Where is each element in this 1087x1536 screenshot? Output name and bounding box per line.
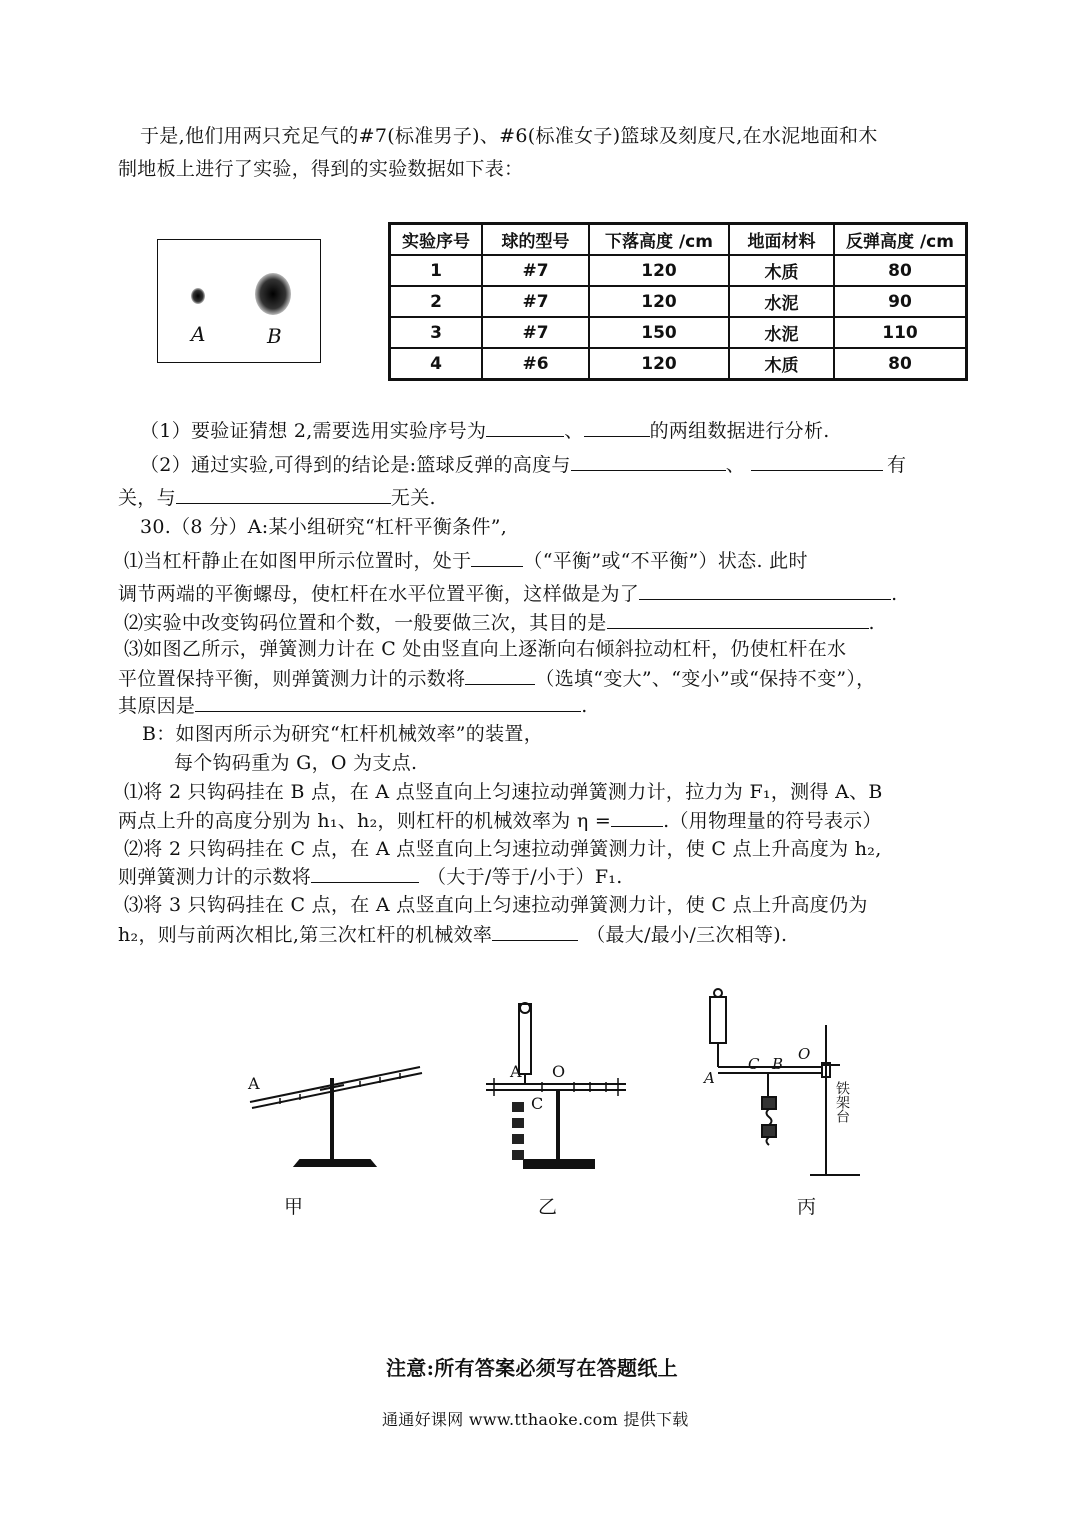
q30-b-part-3: ⑶将 3 只钩码挂在 C 点，在 A 点竖直向上匀速拉动弹簧测力计，使 C 点上升高度仍为 [124, 894, 868, 916]
experiment-table [388, 222, 968, 381]
table-header: 地面材料 [729, 224, 834, 256]
table-cell: #7 [482, 286, 589, 317]
q30-text: h₂，则与前两次相比,第三次杠杆的机械效率 [118, 924, 493, 946]
table-cell: 木质 [729, 255, 834, 286]
q30-text: （大于/等于/小于）F₁. [427, 866, 623, 888]
q30-b-title: B：如图丙所示为研究“杠杆机械效率”的装置， [142, 723, 543, 745]
question-2 [140, 452, 906, 477]
answer-blank[interactable] [607, 610, 869, 629]
question-2-text: 关，与 [118, 487, 176, 509]
lever-diagram-jia [240, 1040, 440, 1170]
note: 注意:所有答案必须写在答题纸上 [386, 1356, 678, 1380]
table-header: 下落高度 /cm [589, 224, 729, 256]
q30-text: 其原因是 [118, 695, 196, 717]
question-1-text: （1）要验证猜想 2,需要选用实验序号为 [140, 420, 487, 442]
q30-text: 调节两端的平衡螺母，使杠杆在水平位置平衡，这样做是为了 [118, 583, 640, 605]
footer: 通通好课网 www.tthaoke.com 提供下载 [382, 1410, 689, 1429]
q30-text: .（用物理量的符号表示） [663, 810, 882, 832]
separator: 、 [725, 454, 746, 476]
answer-blank[interactable] [751, 452, 883, 471]
table-cell: 80 [834, 348, 967, 380]
q30-part-1 [124, 548, 808, 573]
table-cell: 120 [589, 255, 729, 286]
table-cell: 110 [834, 317, 967, 348]
lever-diagram-yi [484, 998, 634, 1176]
jia-label-a: A [248, 1074, 260, 1093]
ball-label-a: A [191, 322, 206, 346]
bing-label-o: O [798, 1045, 811, 1063]
q30-text: 平位置保持平衡，则弹簧测力计的示数将 [118, 668, 466, 690]
intro-line-1: 于是,他们用两只充足气的#7(标准男子)、#6(标准女子)篮球及刻度尺,在水泥地面和木 [140, 125, 878, 147]
answer-blank[interactable] [611, 808, 663, 827]
intro-line-2: 制地板上进行了实验，得到的实验数据如下表： [118, 158, 524, 180]
q30-b-part-1: ⑴将 2 只钩码挂在 B 点，在 A 点竖直向上匀速拉动弹簧测力计，拉力为 F₁，测得 A、B [124, 781, 883, 803]
table-row [390, 348, 967, 380]
q30-text: 两点上升的高度分别为 h₁、h₂，则杠杆的机械效率为 η = [118, 810, 612, 832]
table-cell: 80 [834, 255, 967, 286]
q30-text: . [891, 583, 898, 605]
q30-part-3-cont [118, 666, 876, 691]
q30-part-3-reason [118, 693, 588, 718]
answer-blank[interactable] [486, 418, 564, 437]
question-2-text: （2）通过实验,可得到的结论是:篮球反弹的高度与 [140, 454, 571, 476]
figure-jia [240, 1040, 440, 1170]
answer-blank[interactable] [492, 922, 578, 941]
table-cell: #7 [482, 255, 589, 286]
figure-yi [484, 998, 634, 1176]
table-cell: 2 [390, 286, 483, 317]
answer-blank[interactable] [465, 666, 535, 685]
ball-label-b: B [267, 324, 282, 348]
q30-b-subtitle: 每个钩码重为 G，O 为支点. [174, 752, 418, 774]
q30-text: 则弹簧测力计的示数将 [118, 866, 312, 888]
q30-text: ⑴当杠杆静止在如图甲所示位置时，处于 [124, 550, 472, 572]
bing-label-a: A [704, 1069, 715, 1087]
table-cell: 水泥 [729, 317, 834, 348]
question-2-tail: 有 [887, 454, 907, 476]
figure-jia-caption: 甲 [284, 1196, 304, 1218]
table-cell: #7 [482, 317, 589, 348]
separator: 、 [564, 420, 584, 442]
figure-yi-caption: 乙 [538, 1196, 558, 1218]
ball-figure [157, 239, 321, 363]
table-cell: 150 [589, 317, 729, 348]
q30-title: 30.（8 分）A:某小组研究“杠杆平衡条件”, [140, 516, 508, 538]
table-cell: 120 [589, 286, 729, 317]
ball-diagram [158, 240, 320, 362]
q30-text: （选填“变大”、“变小”或“保持不变”）， [535, 668, 876, 690]
q30-text: ⑵实验中改变钩码位置和个数，一般要做三次，其目的是 [124, 612, 607, 634]
question-1-tail: 的两组数据进行分析. [649, 420, 830, 442]
table-header: 球的型号 [482, 224, 589, 256]
q30-b-part-1-cont [118, 808, 882, 833]
bing-stand-label: 铁架台 [834, 1081, 850, 1123]
q30-b-part-3-cont [118, 922, 787, 947]
q30-part-2 [124, 610, 875, 635]
bing-label-c: C [748, 1055, 760, 1073]
q30-b-part-2-cont [118, 864, 623, 889]
yi-label-a: A [510, 1062, 522, 1081]
table-header: 实验序号 [390, 224, 483, 256]
table-header: 反弹高度 /cm [834, 224, 967, 256]
q30-part-3: ⑶如图乙所示，弹簧测力计在 C 处由竖直向上逐渐向右倾斜拉动杠杆，仍使杠杆在水 [124, 638, 847, 660]
table-cell: 120 [589, 348, 729, 380]
figure-bing [700, 985, 865, 1180]
table-cell: 1 [390, 255, 483, 286]
q30-part-1-cont [118, 581, 897, 606]
table-row [390, 317, 967, 348]
answer-blank[interactable] [311, 864, 419, 883]
table-cell: 4 [390, 348, 483, 380]
figure-bing-caption: 丙 [797, 1196, 817, 1218]
table-cell: 90 [834, 286, 967, 317]
table-header-row [390, 224, 967, 256]
q30-text: （“平衡”或“不平衡”）状态. 此时 [523, 550, 808, 572]
answer-blank[interactable] [471, 548, 523, 567]
bing-label-b: B [772, 1055, 784, 1073]
q30-text: （最大/最小/三次相等). [586, 924, 788, 946]
table-cell: 3 [390, 317, 483, 348]
answer-blank[interactable] [639, 581, 891, 600]
question-2-cont [118, 485, 436, 510]
table-cell: 木质 [729, 348, 834, 380]
table-cell: 水泥 [729, 286, 834, 317]
question-1 [140, 418, 830, 443]
answer-blank[interactable] [584, 418, 650, 437]
answer-blank[interactable] [176, 485, 391, 504]
ball-b [255, 273, 291, 315]
yi-label-c: C [531, 1094, 544, 1113]
q30-text: . [868, 612, 875, 634]
ball-a [191, 288, 205, 304]
q30-text: . [581, 695, 588, 717]
table-cell: #6 [482, 348, 589, 380]
answer-blank[interactable] [195, 693, 581, 712]
yi-label-o: O [552, 1062, 566, 1081]
answer-blank[interactable] [571, 452, 726, 471]
table-row [390, 286, 967, 317]
question-2-tail: 无关. [390, 487, 436, 509]
q30-b-part-2: ⑵将 2 只钩码挂在 C 点，在 A 点竖直向上匀速拉动弹簧测力计，使 C 点上升高度为 h₂, [124, 838, 882, 860]
table-row [390, 255, 967, 286]
